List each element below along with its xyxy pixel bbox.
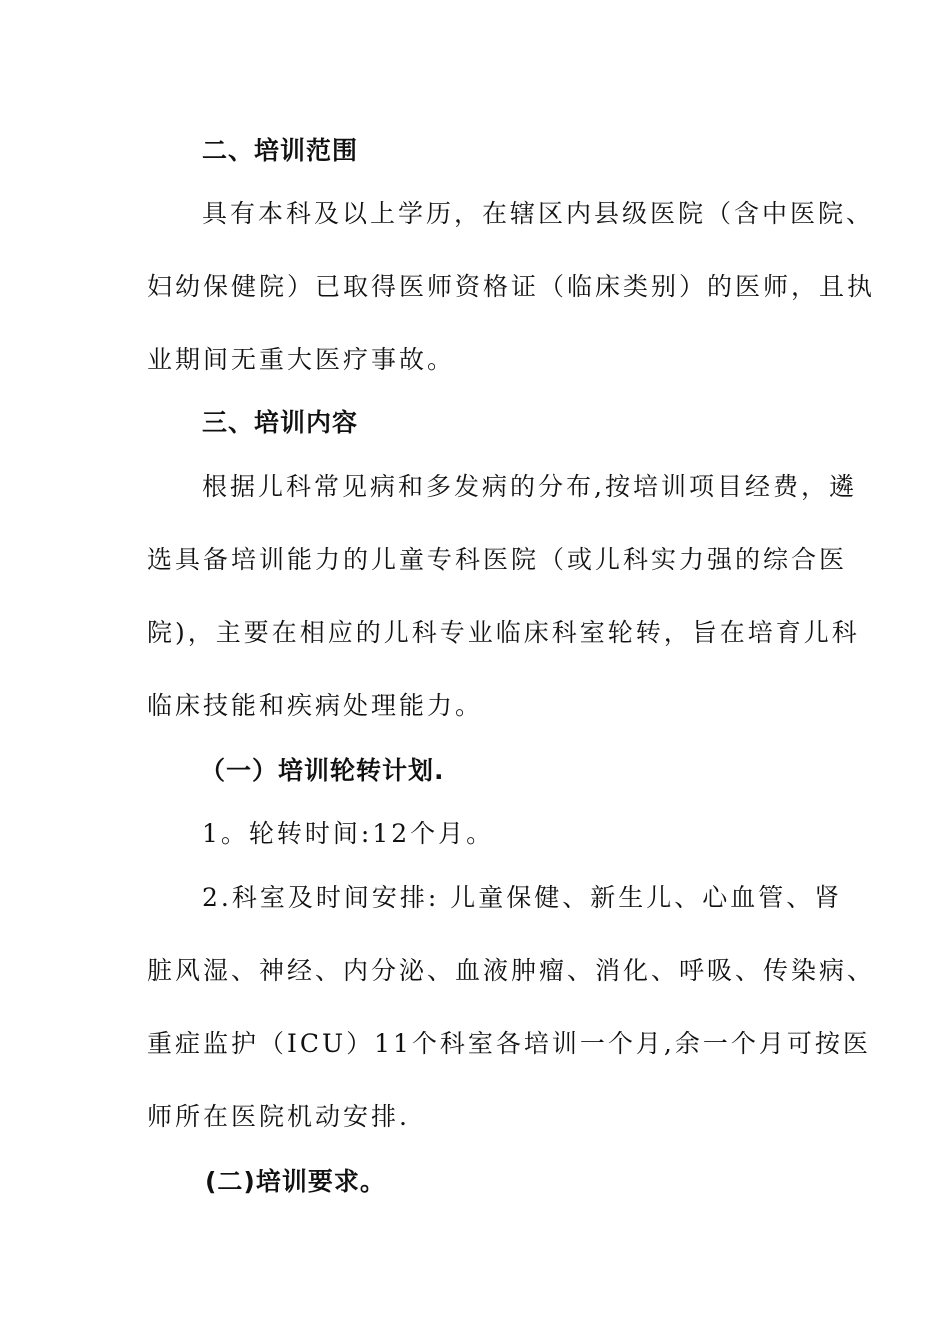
paragraph-line: 脏风湿、神经、内分泌、血液肿瘤、消化、呼吸、传染病、 xyxy=(147,956,876,985)
list-item-rotation-time: 1。轮转时间:12个月。 xyxy=(202,819,495,848)
paragraph-line: 业期间无重大医疗事故。 xyxy=(147,345,456,374)
paragraph-line: 院)，主要在相应的儿科专业临床科室轮转，旨在培育儿科 xyxy=(147,618,860,647)
paragraph-line: 妇幼保健院）已取得医师资格证（临床类别）的医师，且执 xyxy=(147,272,876,301)
paragraph-line: 师所在医院机动安排. xyxy=(147,1102,410,1131)
paragraph-line: 具有本科及以上学历，在辖区内县级医院（含中医院、 xyxy=(202,199,875,228)
paragraph-line: 临床技能和疾病处理能力。 xyxy=(147,691,484,720)
paragraph-line: 2.科室及时间安排: 儿童保健、新生儿、心血管、肾 xyxy=(202,883,843,912)
subsection-heading-requirements: (二)培训要求。 xyxy=(205,1167,386,1196)
paragraph-line: 选具备培训能力的儿童专科医院（或儿科实力强的综合医 xyxy=(147,545,848,574)
section-heading-content: 三、培训内容 xyxy=(202,408,359,437)
paragraph-line: 根据儿科常见病和多发病的分布,按培训项目经费，遴 xyxy=(202,472,857,501)
paragraph-line: 重症监护（ICU）11个科室各培训一个月,余一个月可按医 xyxy=(147,1029,871,1058)
section-heading-scope: 二、培训范围 xyxy=(202,136,359,165)
subsection-heading-rotation-plan: （一）培训轮转计划. xyxy=(200,756,445,785)
